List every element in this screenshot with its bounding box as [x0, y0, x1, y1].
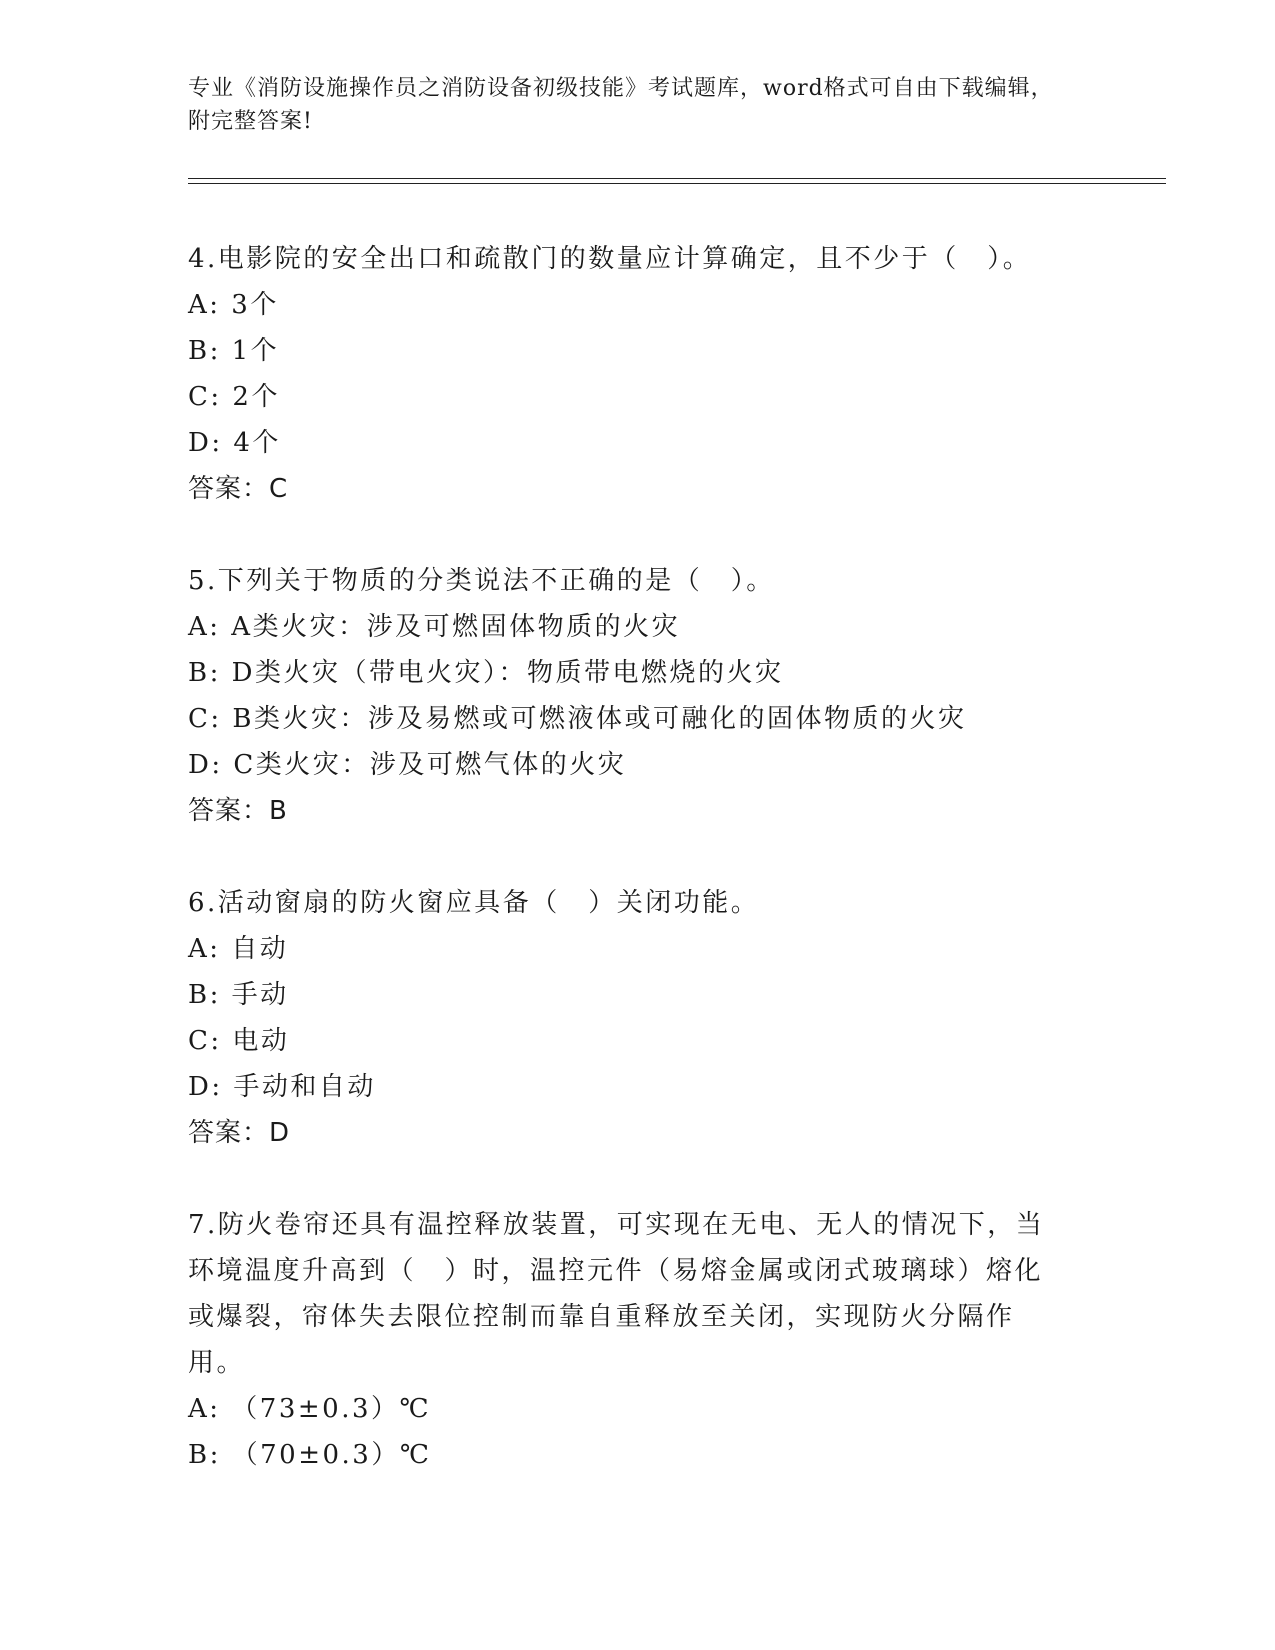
option-a: A: 3个 [188, 290, 279, 320]
answer: 答案：C [188, 474, 289, 504]
option-c: C: 电动 [188, 1026, 290, 1056]
header-text: 专业《消防设施操作员之消防设备初级技能》考试题库，word格式可自由下载编辑，附完整答案! [188, 76, 1054, 134]
question-4 [188, 236, 1068, 512]
option-b: B: 手动 [188, 980, 289, 1010]
question-stem: 4.电影院的安全出口和疏散门的数量应计算确定，且不少于（ ）。 [188, 244, 1032, 274]
document-header [188, 72, 1068, 138]
question-stem: 5.下列关于物质的分类说法不正确的是（ ）。 [188, 566, 775, 596]
option-b: B: （70±0.3）℃ [188, 1440, 432, 1470]
option-d: D: 手动和自动 [188, 1072, 376, 1102]
option-a: A: （73±0.3）℃ [188, 1394, 432, 1424]
question-5 [188, 558, 1068, 834]
option-b: B: D类火灾（带电火灾）：物质带电燃烧的火灾 [188, 658, 784, 688]
question-stem: 7.防火卷帘还具有温控释放装置，可实现在无电、无人的情况下，当环境温度升高到（ ）时，温控元件（易熔金属或闭式玻璃球）熔化或爆裂，帘体失去限位控制而靠自重释放至关闭，实现防火分隔作用。 [188, 1210, 1045, 1378]
option-b: B: 1个 [188, 336, 280, 366]
header-divider-top [188, 178, 1166, 179]
option-d: D: C类火灾：涉及可燃气体的火灾 [188, 750, 627, 780]
answer: 答案：B [188, 796, 288, 826]
question-7 [188, 1202, 1068, 1478]
option-c: C: 2个 [188, 382, 280, 412]
question-6 [188, 880, 1068, 1156]
option-a: A: 自动 [188, 934, 289, 964]
answer: 答案：D [188, 1118, 291, 1148]
option-d: D: 4个 [188, 428, 281, 458]
header-divider-bottom [188, 183, 1166, 184]
option-c: C: B类火灾：涉及易燃或可燃液体或可融化的固体物质的火灾 [188, 704, 967, 734]
question-stem: 6.活动窗扇的防火窗应具备（ ）关闭功能。 [188, 888, 760, 918]
option-a: A: A类火灾：涉及可燃固体物质的火灾 [188, 612, 681, 642]
